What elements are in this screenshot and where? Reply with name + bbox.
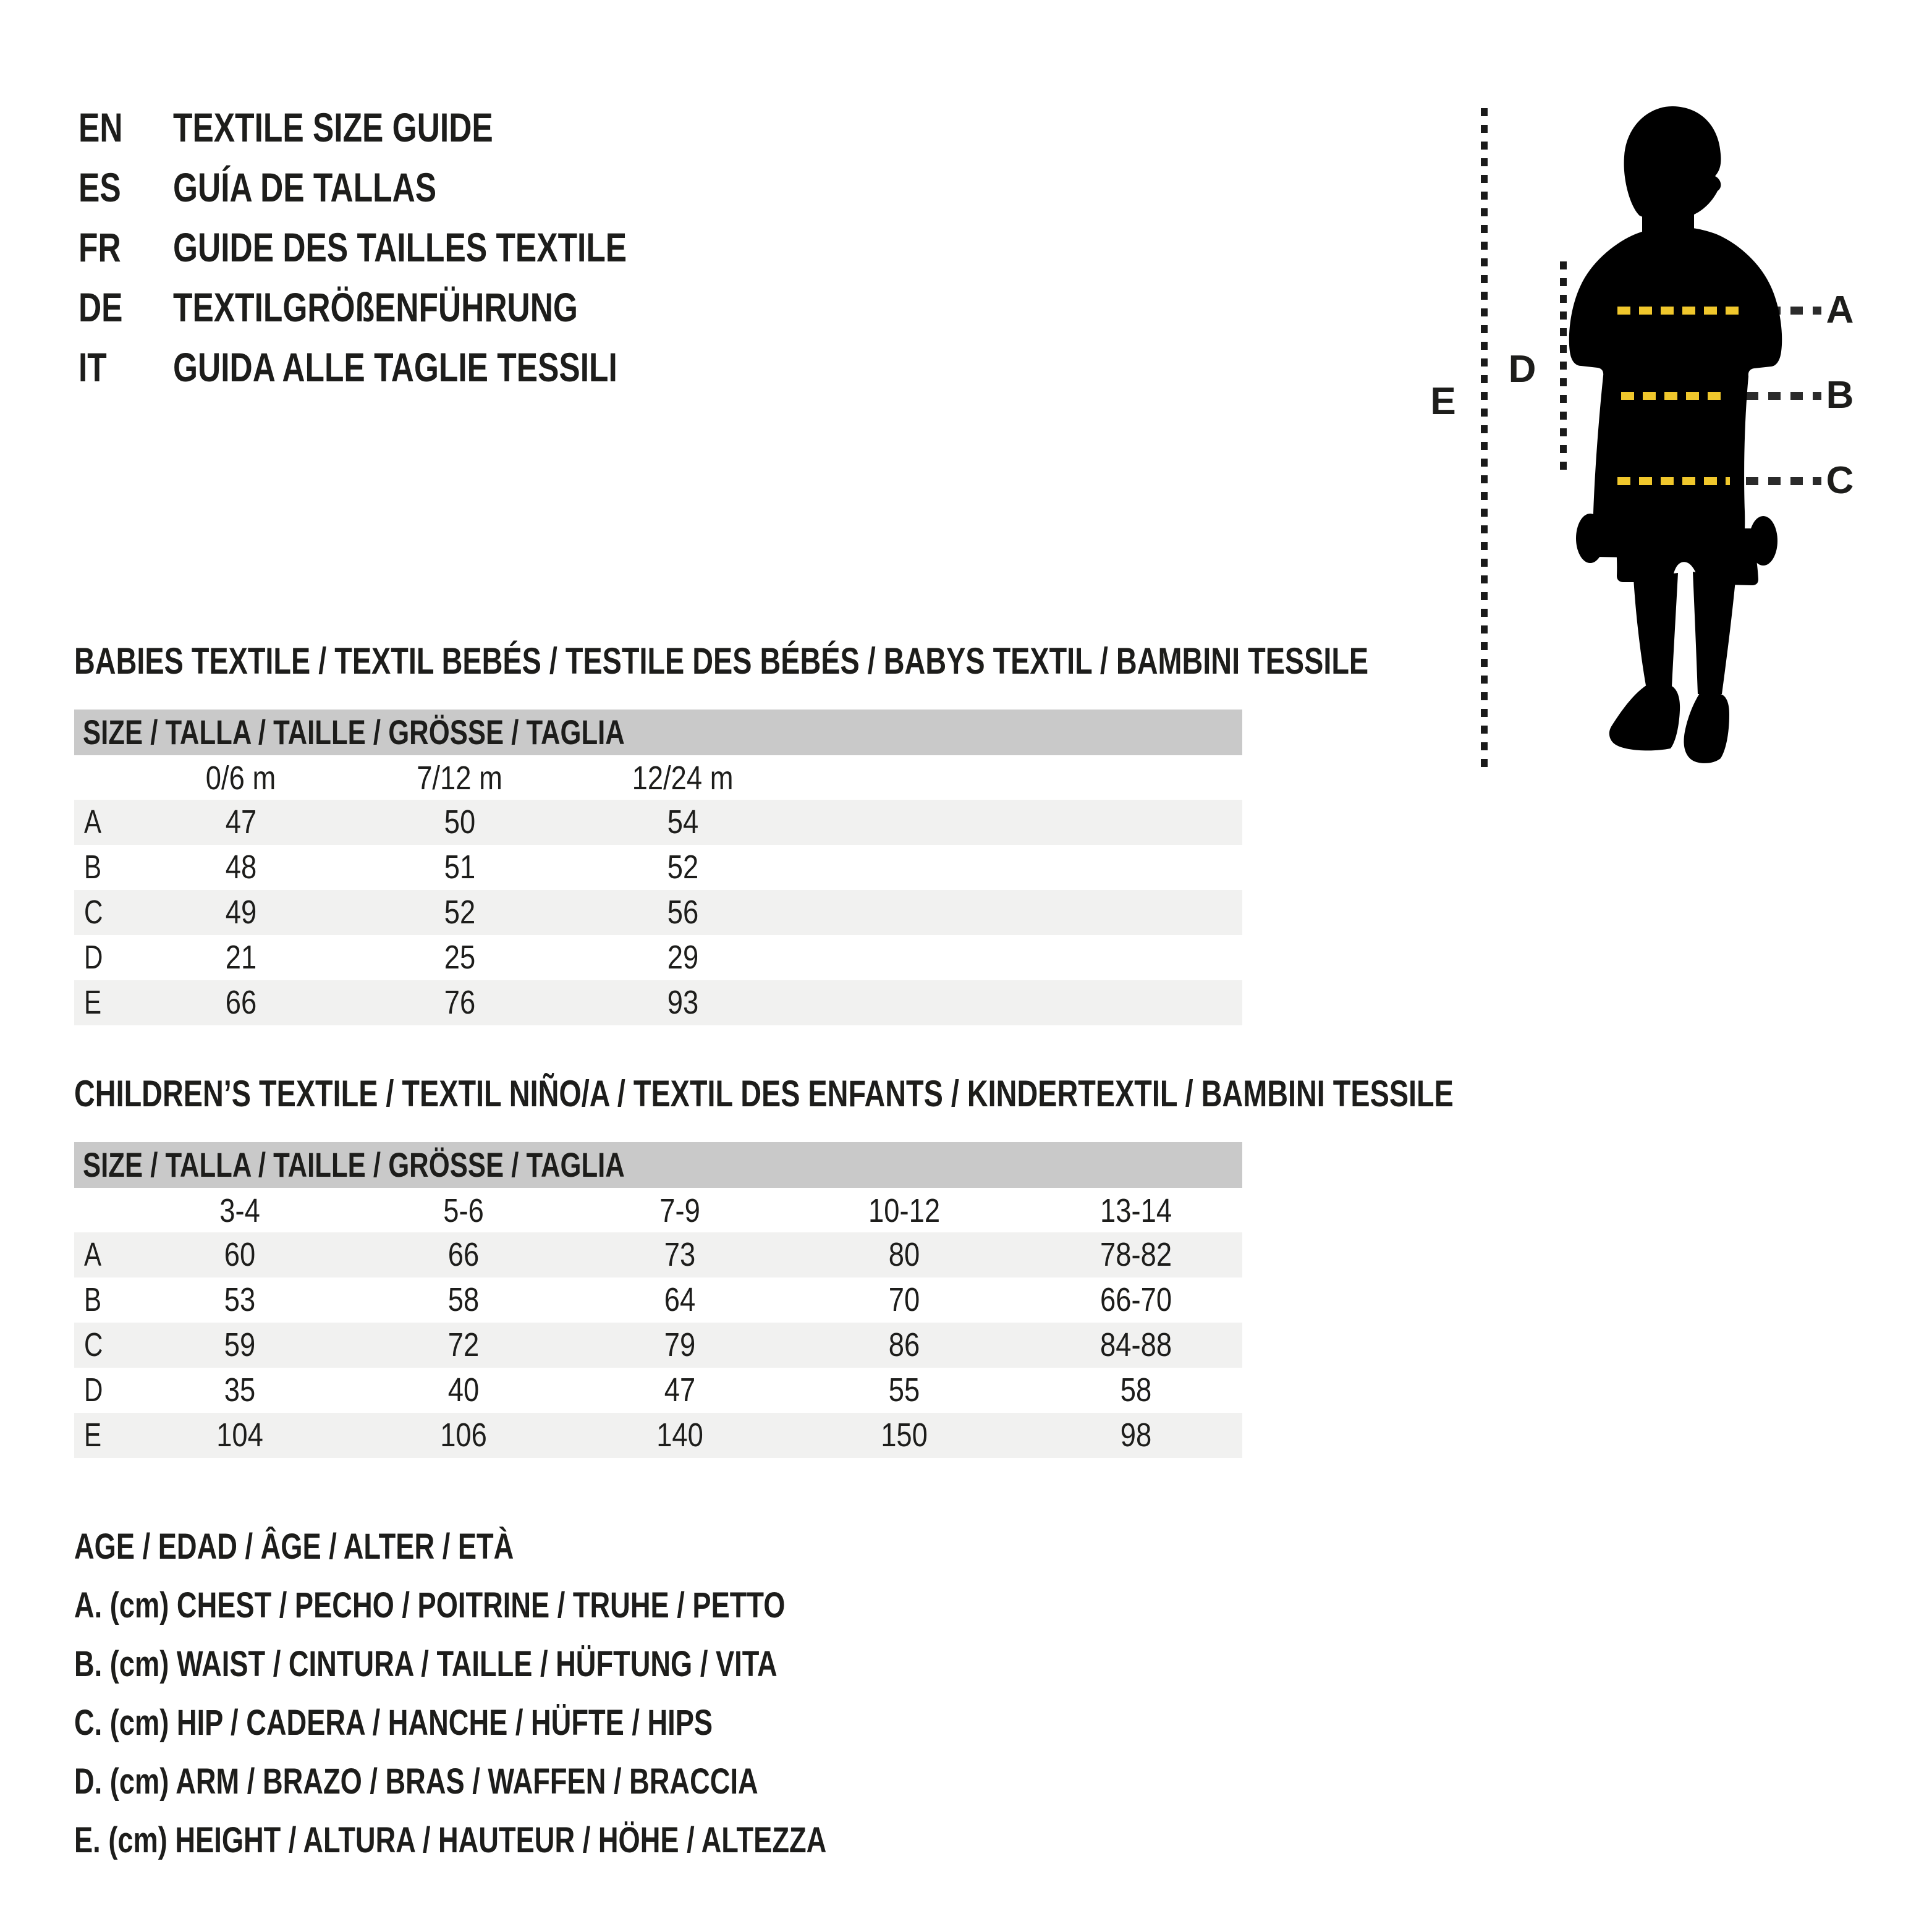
measurement-figure	[1409, 62, 1932, 834]
cell-value: 50	[444, 803, 476, 841]
column-header	[371, 1190, 556, 1231]
table-cell	[1043, 1277, 1229, 1323]
hip-measure-dash-c	[1617, 477, 1730, 485]
children-table-rows	[74, 1232, 1242, 1458]
language-row-en	[78, 97, 755, 157]
table-row	[74, 1368, 1242, 1413]
guide-title-es: GUÍA DE TALLAS	[173, 164, 437, 210]
cell-value: 58	[447, 1281, 480, 1318]
table-cell	[147, 1368, 333, 1413]
waist-measure-dash-b	[1621, 392, 1727, 400]
column-header-text: 10-12	[868, 1192, 941, 1229]
table-row	[74, 800, 1242, 845]
legend-item-text: E. (cm) HEIGHT / ALTURA / HAUTEUR / HÖHE / ALTEZZA	[74, 1820, 827, 1860]
cell-value: 21	[225, 939, 257, 976]
cell-value: 106	[440, 1417, 487, 1454]
cell-value: 66	[447, 1236, 480, 1273]
language-code: EN	[78, 104, 123, 150]
legend-item-hip	[74, 1693, 1372, 1752]
row-label: B	[84, 849, 102, 886]
column-header-text: 0/6 m	[206, 760, 276, 797]
row-label: A	[84, 1236, 102, 1273]
table-cell	[147, 1413, 333, 1458]
table-row	[74, 890, 1242, 935]
column-header	[148, 758, 334, 799]
cell-value: 78-82	[1099, 1236, 1172, 1273]
figure-label-d: D	[1508, 348, 1536, 391]
table-cell	[371, 1413, 556, 1458]
table-cell	[590, 935, 776, 980]
cell-value: 52	[667, 849, 699, 886]
cell-value: 76	[444, 984, 476, 1021]
left-hand-shape	[1576, 514, 1604, 563]
cell-value: 72	[447, 1326, 480, 1363]
row-label: E	[84, 1417, 102, 1454]
table-cell	[367, 890, 553, 935]
figure-label-b: B	[1826, 374, 1854, 417]
cell-value: 35	[224, 1371, 256, 1409]
babies-size-header-bar	[74, 710, 1242, 755]
legend-item-chest	[74, 1576, 1372, 1635]
table-cell	[371, 1368, 556, 1413]
babies-section-title-text: BABIES TEXTILE / TEXTIL BEBÉS / TESTILE DES BÉBÉS / BABYS TEXTIL / BAMBINI TESSILE	[74, 640, 1369, 682]
guide-title-fr: GUIDE DES TAILLES TEXTILE	[173, 224, 627, 270]
column-header-text: 3-4	[219, 1192, 260, 1229]
guide-title-it: GUIDA ALLE TAGLIE TESSILI	[173, 344, 617, 390]
arm-guide-line-d	[1560, 261, 1567, 470]
language-code: ES	[78, 164, 121, 210]
chest-measure-dash-a	[1617, 307, 1739, 315]
column-header	[811, 1190, 997, 1231]
figure-label-a: A	[1826, 289, 1854, 331]
guide-title-en: TEXTILE SIZE GUIDE	[173, 104, 493, 150]
cell-value: 98	[1120, 1417, 1152, 1454]
table-cell	[1043, 1323, 1229, 1368]
column-header	[367, 758, 553, 799]
children-column-headers	[74, 1190, 1242, 1231]
column-header	[1043, 1190, 1229, 1231]
cell-value: 104	[216, 1417, 263, 1454]
children-section-title-text: CHILDREN’S TEXTILE / TEXTIL NIÑO/A / TEXTIL DES ENFANTS / KINDERTEXTIL / BAMBINI TESSILE	[74, 1073, 1454, 1114]
table-cell	[587, 1323, 773, 1368]
table-cell	[811, 1323, 997, 1368]
table-cell	[587, 1277, 773, 1323]
left-leg-shape	[1633, 573, 1678, 687]
children-size-header-bar	[74, 1142, 1242, 1188]
cell-value: 51	[444, 849, 476, 886]
legend-age-text: AGE / EDAD / ÂGE / ALTER / ETÀ	[74, 1527, 514, 1567]
cell-value: 66	[225, 984, 257, 1021]
legend-age-line	[74, 1517, 1372, 1576]
table-cell	[590, 890, 776, 935]
table-cell	[587, 1413, 773, 1458]
right-leg-shape	[1693, 572, 1735, 694]
row-label: D	[84, 1371, 103, 1409]
height-guide-line-e	[1481, 108, 1488, 769]
right-shoe-shape	[1684, 693, 1730, 763]
column-header-text: 7-9	[659, 1192, 700, 1229]
column-header-text: 5-6	[443, 1192, 484, 1229]
column-header-text: 7/12 m	[417, 760, 503, 797]
row-label: D	[84, 939, 103, 976]
shorts-shape	[1604, 528, 1758, 585]
row-label: C	[84, 894, 103, 931]
children-section-title	[74, 1069, 1842, 1119]
cell-value: 140	[656, 1417, 703, 1454]
table-row	[74, 980, 1242, 1025]
cell-value: 47	[664, 1371, 696, 1409]
table-cell	[367, 800, 553, 845]
table-cell	[367, 980, 553, 1025]
children-size-header-text: SIZE / TALLA / TAILLE / GRÖSSE / TAGLIA	[83, 1145, 625, 1184]
cell-value: 93	[667, 984, 699, 1021]
children-textile-section	[74, 1069, 1454, 1465]
legend-item-waist	[74, 1635, 1372, 1693]
table-cell	[811, 1232, 997, 1277]
table-cell	[371, 1232, 556, 1277]
table-cell	[587, 1368, 773, 1413]
table-row	[74, 935, 1242, 980]
column-header	[587, 1190, 773, 1231]
table-cell	[371, 1323, 556, 1368]
cell-value: 29	[667, 939, 699, 976]
cell-value: 25	[444, 939, 476, 976]
left-shoe-shape	[1609, 685, 1680, 750]
cell-value: 47	[225, 803, 257, 841]
cell-value: 52	[444, 894, 476, 931]
cell-value: 84-88	[1099, 1326, 1172, 1363]
table-cell	[147, 1232, 333, 1277]
cell-value: 56	[667, 894, 699, 931]
table-cell	[590, 980, 776, 1025]
guide-title-de: TEXTILGRÖßENFÜHRUNG	[173, 284, 578, 330]
row-label: C	[84, 1326, 103, 1363]
language-row-it	[78, 337, 755, 397]
table-cell	[811, 1368, 997, 1413]
table-cell	[148, 890, 334, 935]
cell-value: 49	[225, 894, 257, 931]
legend-item-text: A. (cm) CHEST / PECHO / POITRINE / TRUHE / PETTO	[74, 1585, 786, 1625]
table-cell	[148, 800, 334, 845]
language-code: DE	[78, 284, 123, 330]
table-cell	[1043, 1413, 1229, 1458]
legend-item-arm	[74, 1752, 1372, 1811]
cell-value: 55	[888, 1371, 920, 1409]
legend-item-height	[74, 1811, 1372, 1870]
column-header	[590, 758, 776, 799]
cell-value: 66-70	[1099, 1281, 1172, 1318]
figure-label-c: C	[1826, 459, 1854, 502]
cell-value: 86	[888, 1326, 920, 1363]
table-cell	[811, 1277, 997, 1323]
cell-value: 73	[664, 1236, 696, 1273]
babies-size-header-text: SIZE / TALLA / TAILLE / GRÖSSE / TAGLIA	[83, 713, 625, 752]
legend-item-text: D. (cm) ARM / BRAZO / BRAS / WAFFEN / BRACCIA	[74, 1761, 758, 1802]
column-header-text: 12/24 m	[632, 760, 734, 797]
table-cell	[148, 935, 334, 980]
table-row	[74, 1323, 1242, 1368]
cell-value: 58	[1120, 1371, 1152, 1409]
table-cell	[1043, 1232, 1229, 1277]
babies-column-headers	[74, 758, 1242, 799]
row-label: A	[84, 803, 102, 841]
legend-item-text: B. (cm) WAIST / CINTURA / TAILLE / HÜFTUNG / VITA	[74, 1644, 777, 1684]
table-cell	[590, 800, 776, 845]
column-header-text: 13-14	[1099, 1192, 1172, 1229]
table-cell	[147, 1323, 333, 1368]
column-header	[147, 1190, 333, 1231]
language-row-fr	[78, 217, 755, 277]
table-cell	[367, 845, 553, 890]
language-code: FR	[78, 224, 121, 270]
table-cell	[148, 980, 334, 1025]
cell-value: 150	[881, 1417, 928, 1454]
cell-value: 53	[224, 1281, 256, 1318]
table-cell	[367, 935, 553, 980]
language-row-es	[78, 157, 755, 217]
cell-value: 48	[225, 849, 257, 886]
cell-value: 40	[447, 1371, 480, 1409]
table-row	[74, 845, 1242, 890]
cell-value: 79	[664, 1326, 696, 1363]
babies-textile-section	[74, 637, 1369, 1032]
table-cell	[147, 1277, 333, 1323]
language-row-de	[78, 277, 755, 337]
language-header	[78, 97, 755, 397]
babies-table-rows	[74, 800, 1242, 1025]
figure-label-e: E	[1430, 380, 1456, 423]
row-label: B	[84, 1281, 102, 1318]
table-row	[74, 1413, 1242, 1458]
cell-value: 54	[667, 803, 699, 841]
table-cell	[371, 1277, 556, 1323]
legend-item-text: C. (cm) HIP / CADERA / HANCHE / HÜFTE / HIPS	[74, 1703, 713, 1743]
cell-value: 80	[888, 1236, 920, 1273]
table-cell	[1043, 1368, 1229, 1413]
table-cell	[148, 845, 334, 890]
row-label: E	[84, 984, 102, 1021]
cell-value: 60	[224, 1236, 256, 1273]
table-cell	[811, 1413, 997, 1458]
table-cell	[590, 845, 776, 890]
cell-value: 64	[664, 1281, 696, 1318]
language-code: IT	[78, 344, 107, 390]
table-cell	[587, 1232, 773, 1277]
table-row	[74, 1232, 1242, 1277]
table-row	[74, 1277, 1242, 1323]
cell-value: 59	[224, 1326, 256, 1363]
cell-value: 70	[888, 1281, 920, 1318]
child-silhouette-icon	[1567, 102, 1808, 766]
measurement-legend	[74, 1517, 1372, 1870]
